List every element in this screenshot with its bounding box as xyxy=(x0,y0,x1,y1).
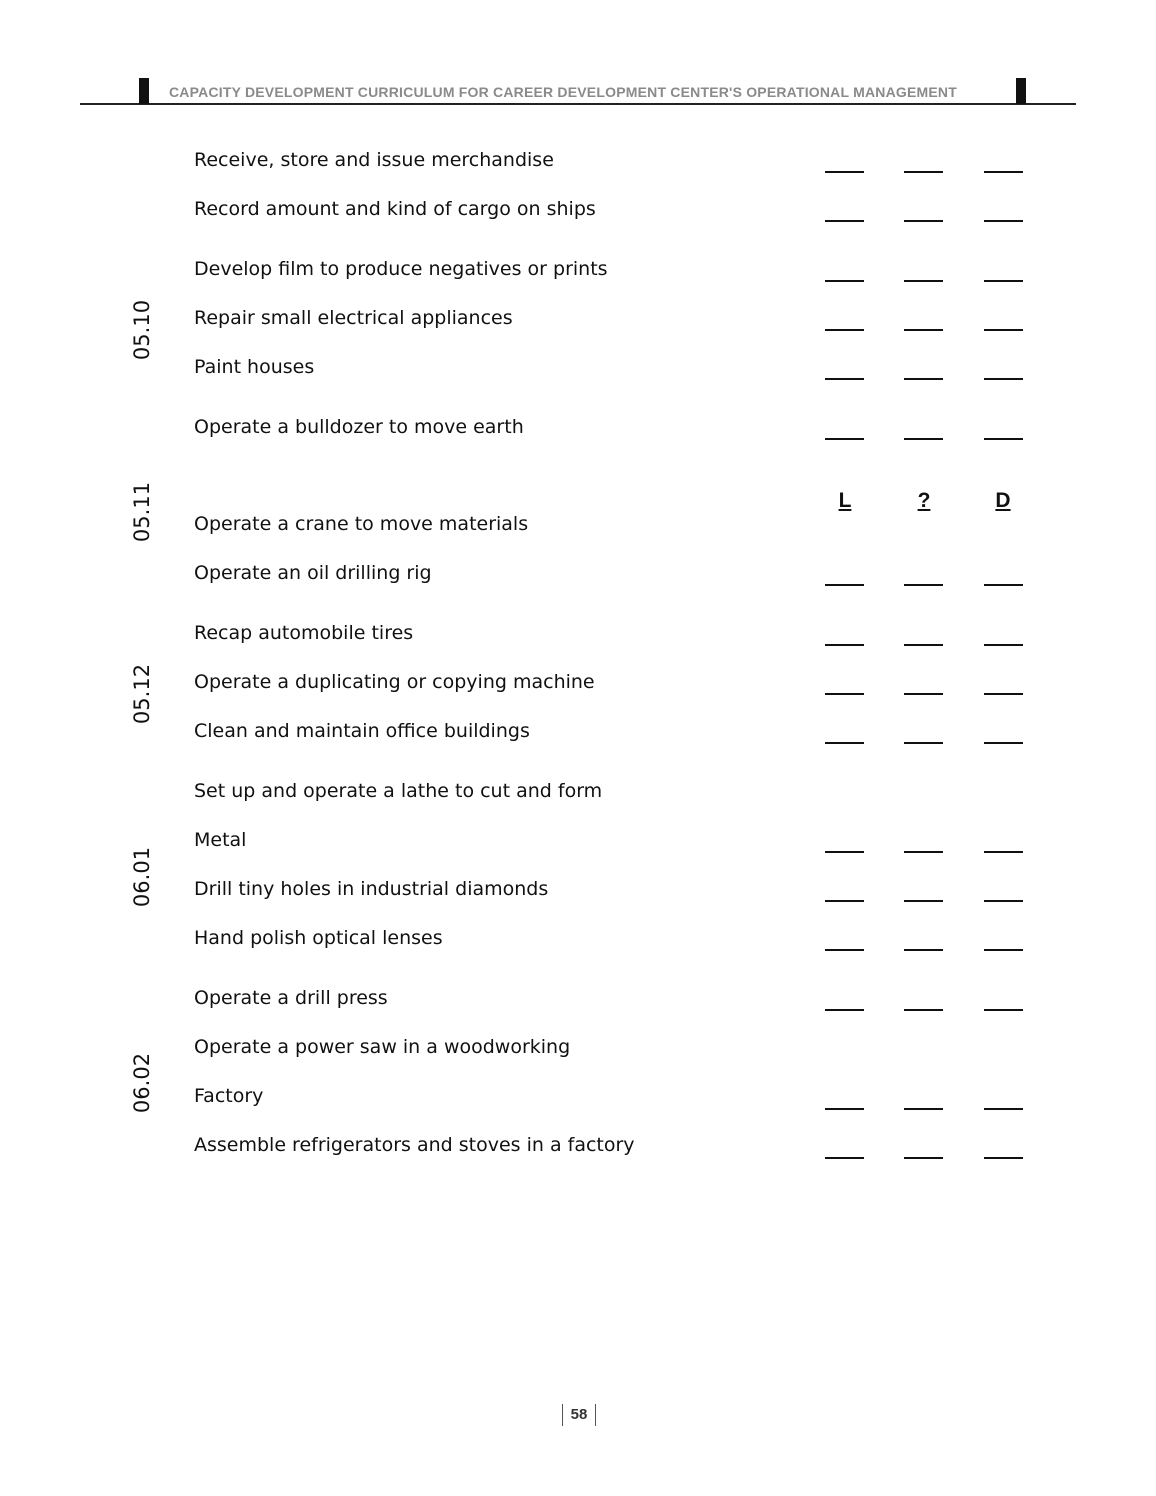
answer-blank[interactable] xyxy=(984,742,1023,744)
answer-blank[interactable] xyxy=(825,851,864,853)
answer-blank[interactable] xyxy=(904,1108,943,1110)
answer-blank[interactable] xyxy=(984,220,1023,222)
answer-blank[interactable] xyxy=(984,378,1023,380)
answer-blank[interactable] xyxy=(825,900,864,902)
answer-blank[interactable] xyxy=(984,949,1023,951)
item-text: Drill tiny holes in industrial diamonds xyxy=(194,878,549,900)
answer-blank[interactable] xyxy=(984,851,1023,853)
item-text: Factory xyxy=(194,1085,264,1107)
answer-blank[interactable] xyxy=(904,584,943,586)
answer-blank[interactable] xyxy=(825,644,864,646)
item-text: Operate a drill press xyxy=(194,987,388,1009)
item-text: Receive, store and issue merchandise xyxy=(194,149,554,171)
answer-blank[interactable] xyxy=(825,1108,864,1110)
header-bar-right xyxy=(1016,78,1026,104)
answer-blank[interactable] xyxy=(984,171,1023,173)
item-text: Paint houses xyxy=(194,356,315,378)
answer-blank[interactable] xyxy=(825,742,864,744)
item-text: Operate a power saw in a woodworking xyxy=(194,1036,571,1058)
answer-blank[interactable] xyxy=(904,378,943,380)
section-code: 06.01 xyxy=(130,846,154,908)
item-text: Assemble refrigerators and stoves in a factory xyxy=(194,1134,635,1156)
answer-blank[interactable] xyxy=(825,171,864,173)
answer-blank[interactable] xyxy=(825,584,864,586)
item-text: Operate an oil drilling rig xyxy=(194,562,432,584)
answer-blank[interactable] xyxy=(825,220,864,222)
answer-blank[interactable] xyxy=(984,1157,1023,1159)
answer-blank[interactable] xyxy=(825,378,864,380)
answer-blank[interactable] xyxy=(825,438,864,440)
item-text: Repair small electrical appliances xyxy=(194,307,513,329)
item-text: Develop film to produce negatives or prints xyxy=(194,258,608,280)
column-header-undecided: ? xyxy=(917,489,931,512)
section-code: 05.12 xyxy=(130,663,154,725)
item-text: Metal xyxy=(194,829,247,851)
answer-blank[interactable] xyxy=(904,644,943,646)
column-header-dislike: D xyxy=(995,489,1011,512)
answer-blank[interactable] xyxy=(984,644,1023,646)
answer-blank[interactable] xyxy=(904,220,943,222)
answer-blank[interactable] xyxy=(825,1009,864,1011)
item-text: Set up and operate a lathe to cut and form xyxy=(194,780,603,802)
answer-blank[interactable] xyxy=(825,329,864,331)
answer-blank[interactable] xyxy=(904,693,943,695)
answer-blank[interactable] xyxy=(904,329,943,331)
section-code: 05.11 xyxy=(130,481,154,543)
item-text: Recap automobile tires xyxy=(194,622,414,644)
section-code: 05.10 xyxy=(130,299,154,361)
section-code: 06.02 xyxy=(130,1052,154,1114)
item-text: Operate a duplicating or copying machine xyxy=(194,671,595,693)
answer-blank[interactable] xyxy=(904,851,943,853)
answer-blank[interactable] xyxy=(825,280,864,282)
answer-blank[interactable] xyxy=(904,949,943,951)
answer-blank[interactable] xyxy=(904,742,943,744)
item-text: Operate a crane to move materials xyxy=(194,513,529,535)
answer-blank[interactable] xyxy=(904,171,943,173)
header-bar-left xyxy=(139,78,149,104)
column-header-like: L xyxy=(838,489,852,512)
answer-blank[interactable] xyxy=(984,329,1023,331)
item-text: Clean and maintain office buildings xyxy=(194,720,530,742)
answer-blank[interactable] xyxy=(984,1108,1023,1110)
item-text: Operate a bulldozer to move earth xyxy=(194,416,524,438)
answer-blank[interactable] xyxy=(825,1157,864,1159)
answer-blank[interactable] xyxy=(984,280,1023,282)
answer-blank[interactable] xyxy=(904,1157,943,1159)
answer-blank[interactable] xyxy=(984,900,1023,902)
answer-blank[interactable] xyxy=(904,438,943,440)
item-text: Record amount and kind of cargo on ships xyxy=(194,198,596,220)
answer-blank[interactable] xyxy=(984,1009,1023,1011)
answer-blank[interactable] xyxy=(984,584,1023,586)
header-title: CAPACITY DEVELOPMENT CURRICULUM FOR CAREER DEVELOPMENT CENTER'S OPERATIONAL MANAGEMENT xyxy=(169,84,957,100)
answer-blank[interactable] xyxy=(904,900,943,902)
page-number: 58 xyxy=(562,1404,596,1426)
answer-blank[interactable] xyxy=(825,693,864,695)
answer-blank[interactable] xyxy=(904,1009,943,1011)
header-rule xyxy=(80,103,1076,105)
item-text: Hand polish optical lenses xyxy=(194,927,443,949)
answer-blank[interactable] xyxy=(984,693,1023,695)
answer-blank[interactable] xyxy=(904,280,943,282)
answer-blank[interactable] xyxy=(825,949,864,951)
answer-blank[interactable] xyxy=(984,438,1023,440)
